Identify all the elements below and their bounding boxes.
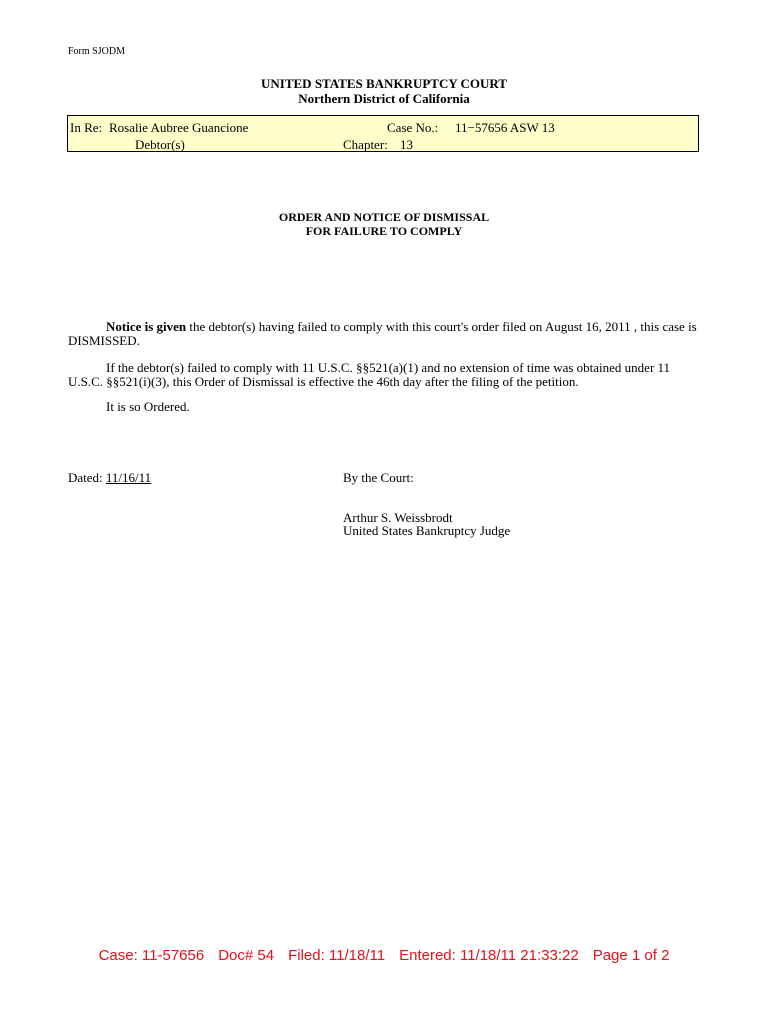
footer-filed: Filed: 11/18/11 [288, 947, 386, 964]
form-id: Form SJODM [68, 46, 125, 57]
notice-bold-lead: Notice is given [106, 319, 187, 334]
judge-name: Arthur S. Weissbrodt [343, 510, 453, 525]
notice-text: the debtor(s) having failed to comply with this court's order filed on August 16, 2011 , this case is DISMISSED. [68, 319, 697, 348]
case-caption-box [67, 115, 699, 152]
order-title-line-1: ORDER AND NOTICE OF DISMISSAL [278, 210, 490, 224]
order-title-line-2: FOR FAILURE TO COMPLY [305, 224, 463, 238]
in-re-label: In Re: [70, 120, 103, 135]
notice-paragraph [68, 320, 702, 348]
dated-row [68, 470, 151, 486]
by-the-court: By the Court: [343, 470, 414, 485]
footer-page: Page 1 of 2 [592, 947, 670, 964]
case-number: 11−57656 ASW 13 [455, 120, 555, 135]
footer-doc: Doc# 54 [218, 947, 275, 964]
extension-paragraph: If the debtor(s) failed to comply with 11 U.S.C. §§521(a)(1) and no extension of time was obtained under 11 U.S.C. §§521(i)(3), this Order of Dismissal is effective the 46th day after the filing of the petition. [68, 360, 671, 389]
dated-value: 11/16/11 [105, 470, 152, 485]
filing-stamp-footer [0, 947, 768, 964]
chapter-label: Chapter: [343, 137, 388, 152]
debtor-name: Rosalie Aubree Guancione [109, 120, 249, 135]
court-district: Northern District of California [298, 91, 470, 106]
footer-entered: Entered: 11/18/11 21:33:22 [399, 947, 579, 964]
judge-title: United States Bankruptcy Judge [343, 523, 511, 538]
debtor-label: Debtor(s) [135, 137, 185, 152]
court-title: UNITED STATES BANKRUPTCY COURT [261, 76, 507, 91]
footer-case: Case: 11-57656 [98, 947, 205, 964]
dated-label: Dated: [68, 470, 103, 485]
case-no-label: Case No.: [387, 120, 439, 135]
so-ordered-text: It is so Ordered. [106, 399, 190, 414]
chapter-number: 13 [400, 137, 413, 152]
